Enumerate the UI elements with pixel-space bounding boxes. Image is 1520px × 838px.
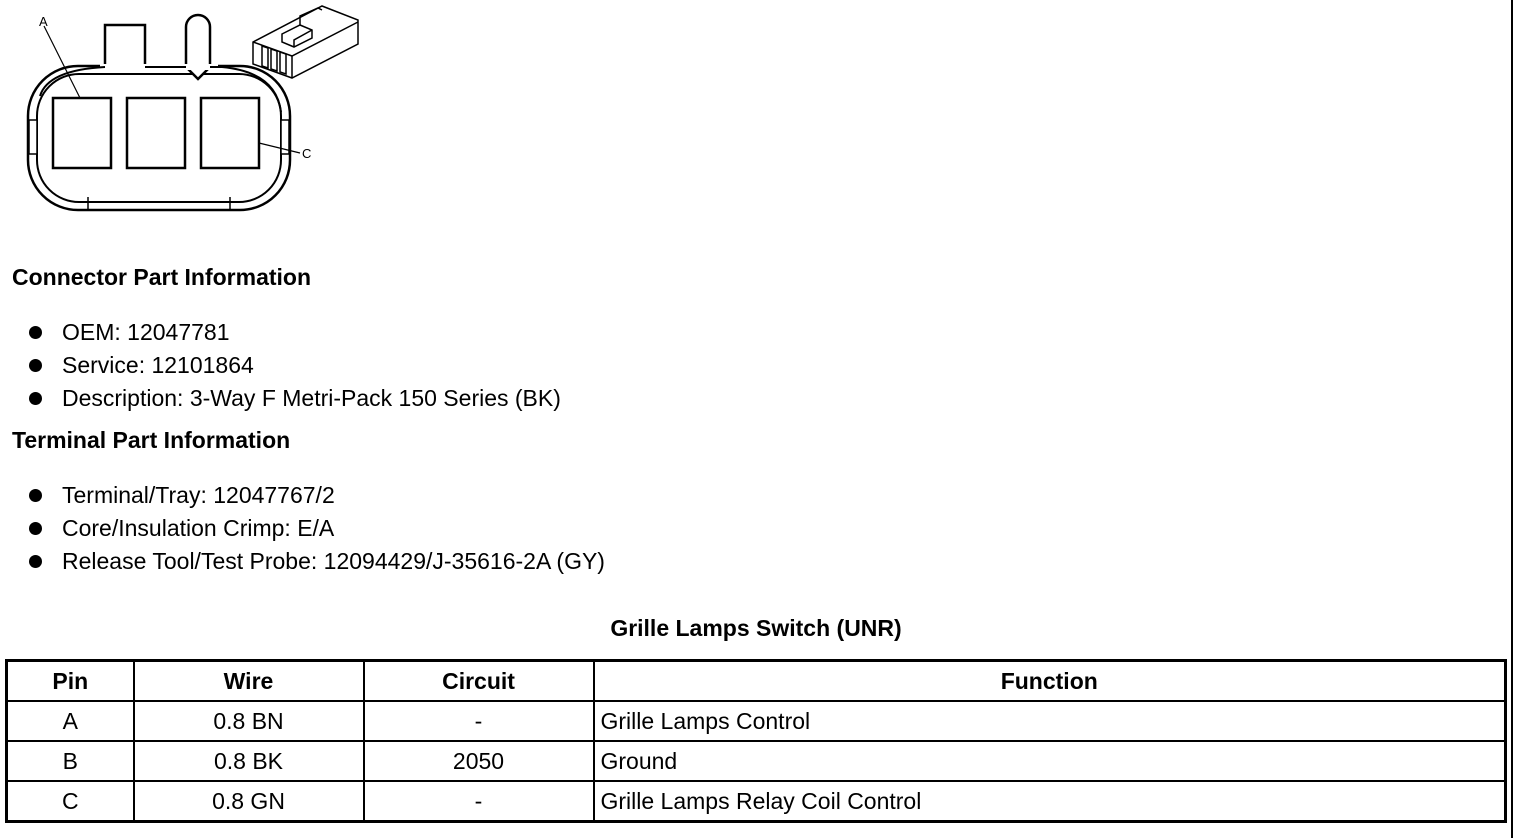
page-right-border (1511, 0, 1513, 838)
terminal-info-crimp: Core/Insulation Crimp: E/A (62, 515, 335, 541)
cell-pin: C (7, 781, 134, 822)
column-header-wire: Wire (134, 661, 364, 702)
bullet-icon (29, 522, 42, 535)
cell-function: Grille Lamps Relay Coil Control (594, 781, 1506, 822)
connector-diagram (0, 0, 380, 225)
bullet-icon (29, 555, 42, 568)
terminal-info-release-tool: Release Tool/Test Probe: 12094429/J-35616-2A (GY) (62, 548, 605, 574)
column-header-circuit: Circuit (364, 661, 594, 702)
terminal-info-tray: Terminal/Tray: 12047767/2 (62, 482, 335, 508)
list-item (28, 382, 561, 415)
list-item (28, 512, 605, 545)
cell-wire: 0.8 BK (134, 741, 364, 781)
cavity-a (53, 98, 111, 168)
cell-function: Grille Lamps Control (594, 701, 1506, 741)
bullet-icon (29, 392, 42, 405)
terminal-part-info-heading: Terminal Part Information (12, 427, 291, 453)
connector-info-oem: OEM: 12047781 (62, 319, 230, 345)
cell-function: Ground (594, 741, 1506, 781)
cell-pin: A (7, 701, 134, 741)
connector-info-description: Description: 3-Way F Metri-Pack 150 Series (BK) (62, 385, 561, 411)
terminal-part-info-list (28, 479, 605, 578)
connector-latch-square (105, 25, 145, 67)
connector-part-info-heading: Connector Part Information (12, 264, 312, 290)
cavity-c (201, 98, 259, 168)
connector-part-info-list (28, 316, 561, 415)
cell-pin: B (7, 741, 134, 781)
bullet-icon (29, 326, 42, 339)
table-header-row (7, 661, 1506, 702)
pin-table-title: Grille Lamps Switch (UNR) (610, 615, 902, 641)
connector-iso-icon (253, 6, 358, 78)
pin-table (5, 659, 1507, 823)
cell-circuit: - (364, 701, 594, 741)
list-item (28, 316, 561, 349)
list-item (28, 349, 561, 382)
table-row (7, 701, 1506, 741)
cavity-b (127, 98, 185, 168)
bullet-icon (29, 489, 42, 502)
cell-wire: 0.8 GN (134, 781, 364, 822)
callout-a: A (39, 14, 48, 29)
table-row (7, 741, 1506, 781)
column-header-pin: Pin (7, 661, 134, 702)
callout-c: C (302, 146, 312, 161)
list-item (28, 545, 605, 578)
cell-circuit: - (364, 781, 594, 822)
callout-leader-c (259, 143, 300, 153)
column-header-function: Function (594, 661, 1506, 702)
connector-info-service: Service: 12101864 (62, 352, 254, 378)
connector-notch-left (29, 120, 37, 154)
cell-wire: 0.8 BN (134, 701, 364, 741)
bullet-icon (29, 359, 42, 372)
table-row (7, 781, 1506, 822)
list-item (28, 479, 605, 512)
cell-circuit: 2050 (364, 741, 594, 781)
